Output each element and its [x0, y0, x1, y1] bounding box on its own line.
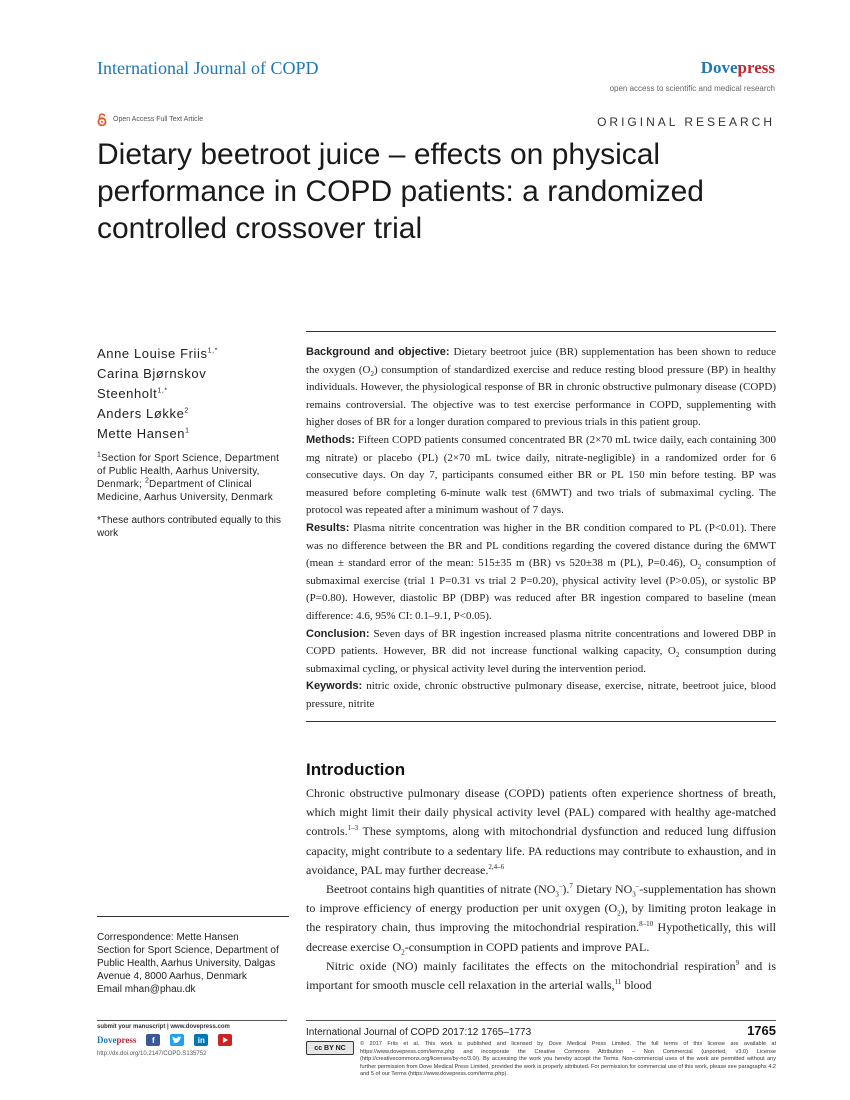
correspondence-address: Section for Sport Science, Department of Public Health, Aarhus University, Dalgas Avenue 4, 8000 Aarhus, Denmark	[97, 945, 279, 982]
abstract-conclusion: Conclusion: Seven days of BR ingestion increased plasma nitrite concentrations and lowered DBP in COPD patients. However, BR did not increase functional walking capacity, $O_2$ consumption during submaximal cycling, or physical activity level during the intervention period.	[306, 627, 777, 675]
dovepress-logo[interactable]	[701, 58, 775, 78]
abstract	[306, 331, 776, 722]
author-name[interactable]: Carina Bjørnskov	[97, 366, 207, 381]
article-type: ORIGINAL RESEARCH	[597, 115, 775, 129]
reference-link[interactable]: 7	[569, 882, 573, 891]
paragraph: Nitric oxide (NO) mainly facilitates the effects on the mitochondrial respiration$^9$ and is important for smooth muscle cell relaxation in the arterial walls,$^{11}$ blood	[306, 958, 776, 993]
reference-link[interactable]: 1–3	[347, 824, 359, 833]
logo-press: press	[737, 58, 775, 77]
author-name[interactable]: Anders Løkke$^2$	[97, 406, 189, 421]
section-heading-introduction: Introduction	[306, 760, 406, 779]
creative-commons-icon[interactable]: cc BY NC	[306, 1041, 354, 1055]
reference-link[interactable]: 9	[735, 958, 740, 967]
abstract-methods: Methods: Fifteen COPD patients consumed concentrated BR (2×70 mL twice daily, each containing 300 mg nitrate) or placebo (PL) (2×70 mL twice daily, nitrate-negligible) in a randomized order for 6 consecutive days. On day 7, participants consumed either BR or PL 150 min before testing. BP was measured before completing 6-minute walk test (6MWT) and two trials of submaximal cycling. The protocol was repeated after a minimum washout of 7 days.	[306, 433, 776, 517]
footer-logo-row	[97, 1034, 287, 1046]
logo-dove: Dove	[700, 58, 738, 77]
affiliations: $^1$Section for Sport Science, Department of Public Health, Aarhus University, Denmark; $^2$Department of Clinical Medicine, Aarhus University, Denmark	[97, 451, 280, 503]
author-block	[97, 344, 287, 540]
correspondence-block	[97, 916, 289, 996]
page-number: 1765	[747, 1023, 776, 1038]
abstract-background: Background and objective: Dietary beetroot juice (BR) supplementation has been shown to reduce the oxygen $(O_2)$ consumption of standardized exercise and reduce resting blood pressure (BP) in healthy individuals. However, the physiological response of BR in chronic obstructive pulmonary disease (COPD) remains controversial. The objective was to test exercise performance in COPD, supplementing with higher doses of BR for a longer duration compared to previous trials in this patient group.	[306, 346, 776, 429]
footer-dovepress-logo[interactable]: Dovepress	[97, 1035, 137, 1045]
paragraph: Beetroot contains high quantities of nitrate $(NO_3^-).^7$ Dietary $NO_3^-$-supplementation has shown to improve efficiency of energy production per unit oxygen $(O_2)$, by limiting proton leakage in the respiratory chain, thus improving the mitochondrial respiration.$^{8-10}$ Hypothetically, this will decrease exercise $O_2$-consumption in COPD patients and improve PAL.	[306, 882, 776, 957]
equal-contribution-note: *These authors contributed equally to this work	[97, 515, 281, 539]
abstract-keywords: Keywords: nitric oxide, chronic obstructive pulmonary disease, exercise, nitrate, beetroot juice, blood pressure, nitrite	[306, 680, 776, 710]
open-access-label: Open Access Full Text Article	[113, 116, 204, 123]
open-access-badge	[97, 113, 203, 126]
introduction-body	[306, 784, 776, 995]
reference-link[interactable]: 2,4–6	[488, 862, 505, 871]
reference-link[interactable]: 11	[614, 978, 622, 987]
footer-citation-block	[306, 1020, 776, 1079]
license-text: © 2017 Friis et al. This work is published and licensed by Dove Medical Press Limited. The full terms of this license are available at https://www.dovepress.com/terms.php and incorporate the Creative Commons Attribution – Non Commercial (unported, v3.0) License (http://creativecommons.org/licenses/by-nc/3.0/). By accessing the work you hereby accept the Terms. Non-commercial uses of the work are permitted without any further permission from Dove Medical Press Limited, provided the work is properly attributed. For permission for commercial use of this work, please see paragraphs 4.2 and 5 of our Terms (https://www.dovepress.com/terms.php).	[360, 1041, 776, 1078]
video-icon[interactable]	[218, 1034, 232, 1046]
paragraph: Chronic obstructive pulmonary disease (COPD) patients often experience shortness of breath, which might limit their daily physical activity level (PAL) compared with healthy age-matched controls.$^{1-3}$ These symptoms, along with mitochondrial dysfunction and reduced lung diffusion capacity, might contribute to a sedentary life. PA reductions may contribute to exhaustion, and in avoidance, PAL may further decrease.$^{2,4-6}$	[306, 786, 776, 877]
correspondence-email[interactable]: Email mhan@phau.dk	[97, 984, 196, 995]
journal-name[interactable]: International Journal of COPD	[97, 58, 319, 78]
twitter-icon[interactable]	[170, 1034, 184, 1046]
facebook-icon[interactable]: f	[146, 1034, 160, 1046]
correspondence-label: Correspondence: Mette Hansen	[97, 932, 239, 943]
reference-link[interactable]: 8–10	[639, 920, 654, 929]
footer-submit-block	[97, 1020, 287, 1057]
article-title: Dietary beetroot juice – effects on physical performance in COPD patients: a randomized controlled crossover trial	[97, 138, 704, 245]
doi-link[interactable]: http://dx.doi.org/10.2147/COPD.S135752	[97, 1051, 207, 1057]
author-name[interactable]: Anne Louise Friis$^{1,*}$	[97, 346, 219, 361]
journal-citation: International Journal of COPD 2017:12 1765–1773	[306, 1027, 532, 1038]
author-name[interactable]: Mette Hansen$^1$	[97, 426, 190, 441]
publisher-tagline: open access to scientific and medical research	[609, 84, 775, 93]
linkedin-icon[interactable]: in	[194, 1034, 208, 1046]
author-name[interactable]: Steenholt$^{1,*}$	[97, 386, 168, 401]
submit-manuscript-link[interactable]: submit your manuscript | www.dovepress.com	[97, 1024, 230, 1030]
abstract-results: Results: Plasma nitrite concentration was higher in the BR condition compared to PL (P<0.01). There was no difference between the BR and PL conditions regarding the covered distance during the 6MWT (mean ± standard error of the mean: 515±35 m (BR) vs 520±38 m (PL), P=0.46), $O_2$ consumption of submaximal exercise (trial 1 P=0.31 vs trial 2 P=0.20), physical activity level (P>0.05), or systolic BP (P=0.80). However, diastolic BP (DBP) was reduced after BR ingestion compared to baseline (mean difference: 4.6, 95% CI: 0.1–9.1, P<0.05).	[306, 521, 776, 622]
open-access-lock-icon	[97, 113, 107, 126]
